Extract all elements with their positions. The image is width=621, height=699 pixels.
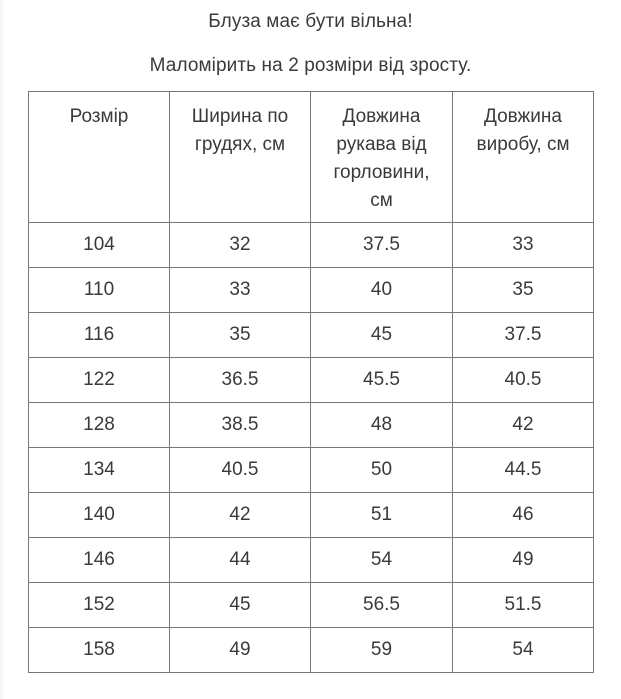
table-row [29, 538, 594, 583]
header-sleeve-length [311, 92, 453, 223]
table-row [29, 448, 594, 493]
cell-sleeve-length: 45.5 [311, 358, 453, 403]
cell-garment-length: 37.5 [453, 313, 594, 358]
table-row [29, 358, 594, 403]
table-row [29, 223, 594, 268]
cell-size: 104 [29, 223, 170, 268]
cell-size: 158 [29, 628, 170, 673]
cell-chest-width: 49 [170, 628, 311, 673]
cell-sleeve-length: 40 [311, 268, 453, 313]
table-row [29, 628, 594, 673]
cell-chest-width: 42 [170, 493, 311, 538]
cell-garment-length: 33 [453, 223, 594, 268]
cell-size: 152 [29, 583, 170, 628]
cell-size: 140 [29, 493, 170, 538]
cell-garment-length: 44.5 [453, 448, 594, 493]
header-chest-width [170, 92, 311, 223]
fit-note: Блуза має бути вільна! [208, 11, 413, 32]
header-garment-length [453, 92, 594, 223]
cell-sleeve-length: 54 [311, 538, 453, 583]
page-edge [0, 0, 3, 699]
header-chest-width-label: Ширина по грудях, см [191, 106, 289, 155]
cell-garment-length: 51.5 [453, 583, 594, 628]
cell-chest-width: 32 [170, 223, 311, 268]
cell-sleeve-length: 48 [311, 403, 453, 448]
cell-garment-length: 35 [453, 268, 594, 313]
size-chart-table [28, 91, 594, 673]
cell-chest-width: 38.5 [170, 403, 311, 448]
cell-chest-width: 40.5 [170, 448, 311, 493]
cell-chest-width: 33 [170, 268, 311, 313]
cell-garment-length: 42 [453, 403, 594, 448]
header-size [29, 92, 170, 223]
header-size-label: Розмір [69, 106, 129, 127]
cell-size: 116 [29, 313, 170, 358]
cell-garment-length: 49 [453, 538, 594, 583]
cell-garment-length: 54 [453, 628, 594, 673]
cell-sleeve-length: 59 [311, 628, 453, 673]
cell-sleeve-length: 45 [311, 313, 453, 358]
header-garment-length-label: Довжина виробу, см [476, 106, 570, 155]
cell-sleeve-length: 37.5 [311, 223, 453, 268]
cell-chest-width: 36.5 [170, 358, 311, 403]
cell-size: 134 [29, 448, 170, 493]
cell-garment-length: 40.5 [453, 358, 594, 403]
cell-chest-width: 44 [170, 538, 311, 583]
cell-size: 122 [29, 358, 170, 403]
cell-size: 110 [29, 268, 170, 313]
table-row [29, 493, 594, 538]
table-body [29, 223, 594, 673]
cell-size: 128 [29, 403, 170, 448]
sizing-note: Маломірить на 2 розміри від зросту. [149, 55, 472, 76]
cell-chest-width: 35 [170, 313, 311, 358]
cell-sleeve-length: 50 [311, 448, 453, 493]
table-row [29, 583, 594, 628]
header-sleeve-length-label: Довжина рукава від горловини, см [333, 106, 430, 211]
table-row [29, 403, 594, 448]
cell-chest-width: 45 [170, 583, 311, 628]
cell-size: 146 [29, 538, 170, 583]
cell-sleeve-length: 56.5 [311, 583, 453, 628]
cell-garment-length: 46 [453, 493, 594, 538]
table-header [29, 92, 594, 223]
table-row [29, 268, 594, 313]
table-row [29, 313, 594, 358]
cell-sleeve-length: 51 [311, 493, 453, 538]
header-row [29, 92, 594, 223]
